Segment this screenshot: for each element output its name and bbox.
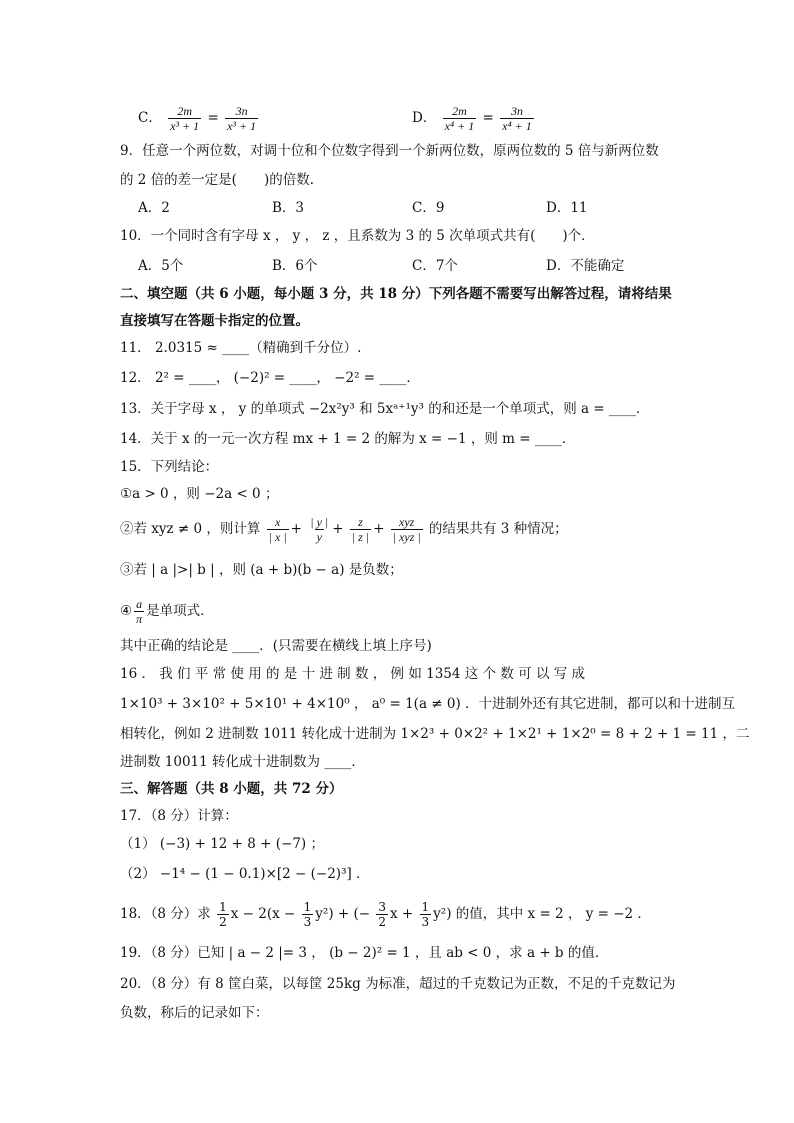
fraction <box>267 515 289 544</box>
q17-stem: 17．（8 分）计算： <box>120 808 238 824</box>
q13: 13．关于字母 x ， y 的单项式 −2x²y³ 和 5xᵃ⁺¹y³ 的和还是一个单项式，则 a = ____． <box>120 401 650 417</box>
numerator: a <box>136 597 143 611</box>
fraction <box>420 900 432 929</box>
q18 <box>120 897 651 931</box>
equals-sign: = <box>207 110 219 126</box>
numerator: z <box>358 515 363 529</box>
plus-sign: + <box>373 521 385 537</box>
q17-part-2: （2） −1⁴ − (1 − 0.1)×[2 − (−2)³] ． <box>120 866 370 882</box>
q16-line-1: 16 ． 我 们 平 常 使 用 的 是 十 进 制 数 ， 例 如 1354 这 个 数 可 以 写 成 <box>120 666 586 682</box>
numerator: 3 <box>378 900 386 914</box>
q18-expression-part: x + <box>390 906 414 922</box>
denominator: x⁴ + 1 <box>502 119 532 133</box>
q8-option-c <box>138 104 260 133</box>
denominator: | xyz | <box>392 530 421 544</box>
q10-option-d: D．不能确定 <box>546 258 625 274</box>
q15-statement-3: ③若 | a |>| b | ，则 (a + b)(b − a) 是负数； <box>120 562 403 578</box>
denominator: x³ + 1 <box>170 119 200 133</box>
fraction <box>134 597 144 626</box>
q17-part-1: （1） (−3) + 12 + 8 + (−7) ； <box>120 836 324 852</box>
q18-expression-part: y²) + (− <box>315 906 371 922</box>
q15-statement-2 <box>120 512 568 546</box>
numerator: 1 <box>303 900 312 914</box>
q20-line-1: 20．（8 分）有 8 筐白菜，以每筐 25kg 为标准，超过的千克数记为正数，不足的千克数记为 <box>120 976 676 992</box>
q15-statement-4-suffix: 是单项式． <box>146 603 214 619</box>
q15-statement-1: ①a > 0 ，则 −2a < 0 ； <box>120 486 279 502</box>
denominator: y <box>316 530 322 544</box>
denominator: | x | <box>268 530 287 544</box>
q15-answer: 其中正确的结论是 ____．(只需要在横线上填上序号) <box>120 638 432 654</box>
q9-option-a: A．2 <box>138 200 170 216</box>
denominator: | z | <box>351 530 370 544</box>
denominator: x⁴ + 1 <box>444 119 475 133</box>
q15-statement-4 <box>120 594 214 628</box>
fraction <box>443 104 477 133</box>
q16-line-3: 相转化，例如 2 进制数 1011 转化成十进制为 1×2³ + 0×2² + 1×2¹ + 1×2⁰ = 8 + 2 + 1 = 11 ，二 <box>120 726 750 742</box>
fraction <box>376 900 388 929</box>
q10-line-1: 10．一个同时含有字母 x ， y ， z ，且系数为 3 的 5 次单项式共有( )个． <box>120 228 595 244</box>
fraction <box>302 900 314 929</box>
denominator: π <box>136 612 143 626</box>
q9-line-1: 9．任意一个两位数，对调十位和个位数字得到一个新两位数，原两位数的 5 倍与新两位数 <box>120 143 659 159</box>
q8-option-d-label: D． <box>412 110 437 126</box>
q9-line-2: 的 2 倍的差一定是( )的倍数． <box>120 172 324 188</box>
q10-option-c: C．7个 <box>412 258 458 274</box>
q10-option-a: A．5个 <box>138 258 184 274</box>
equals-sign: = <box>482 110 494 126</box>
q15-statement-2-suffix: 的结果共有 3 种情况； <box>428 521 568 537</box>
plus-sign: + <box>332 521 344 537</box>
q15-statement-2-prefix: ②若 xyz ≠ 0 ，则计算 <box>120 521 261 537</box>
q15-stem: 15．下列结论： <box>120 459 219 475</box>
q16-line-4: 进制数 10011 转化成十进制数为 ____． <box>120 754 365 770</box>
fraction <box>217 900 229 929</box>
numerator: 2m <box>177 104 192 118</box>
q18-prefix: 18．（8 分）求 <box>120 906 211 922</box>
fraction <box>350 515 371 544</box>
q14: 14．关于 x 的一元一次方程 mx + 1 = 2 的解为 x = −1 ，则 m = ____． <box>120 431 576 447</box>
fraction <box>391 515 423 544</box>
numerator: 2m <box>452 104 467 118</box>
fraction <box>308 515 330 544</box>
q12: 12． 2² = ____， (−2)² = ____， −2² = ____． <box>120 370 420 386</box>
q20-line-2: 负数，称后的记录如下： <box>120 1005 269 1021</box>
q8-option-c-label: C． <box>138 110 162 126</box>
fraction <box>500 104 534 133</box>
section-3-heading: 三、解答题（共 8 小题，共 72 分） <box>120 781 343 797</box>
denominator: 2 <box>219 915 227 929</box>
numerator: 3n <box>235 104 248 118</box>
fraction <box>168 104 201 133</box>
plus-sign: + <box>290 521 302 537</box>
denominator: 2 <box>378 915 386 929</box>
q10-option-b: B．6个 <box>272 258 318 274</box>
q8-option-d <box>412 104 536 133</box>
q9-option-c: C．9 <box>412 200 445 216</box>
numerator: | y | <box>310 515 329 529</box>
numerator: xyz <box>399 515 415 529</box>
section-2-heading-line-1: 二、填空题（共 6 小题，每小题 3 分，共 18 分）下列各题不需要写出解答过程，请将结果 <box>120 286 672 302</box>
q15-statement-4-prefix: ④ <box>120 603 133 619</box>
q18-expression-part: x − 2(x − <box>230 906 296 922</box>
denominator: 3 <box>303 915 312 929</box>
denominator: x³ + 1 <box>227 119 257 133</box>
section-2-heading-line-2: 直接填写在答题卡指定的位置。 <box>120 313 309 329</box>
q9-option-b: B．3 <box>272 200 305 216</box>
q19: 19．（8 分）已知 | a − 2 |= 3 ， (b − 2)² = 1 ，且 ab < 0 ，求 a + b 的值． <box>120 945 609 961</box>
denominator: 3 <box>421 915 430 929</box>
q9-option-d: D．11 <box>546 200 588 216</box>
q18-suffix: y²) 的值，其中 x = 2 ， y = −2 ． <box>433 906 651 922</box>
q11: 11． 2.0315 ≈ ____（精确到千分位）. <box>120 340 362 356</box>
numerator: x <box>275 515 281 529</box>
numerator: 1 <box>219 900 227 914</box>
numerator: 3n <box>510 104 523 118</box>
numerator: 1 <box>421 900 430 914</box>
q16-line-2: 1×10³ + 3×10² + 5×10¹ + 4×10⁰ ， a⁰ = 1(a ≠ 0) ．十进制外还有其它进制，都可以和十进制互 <box>120 696 736 712</box>
fraction <box>225 104 258 133</box>
